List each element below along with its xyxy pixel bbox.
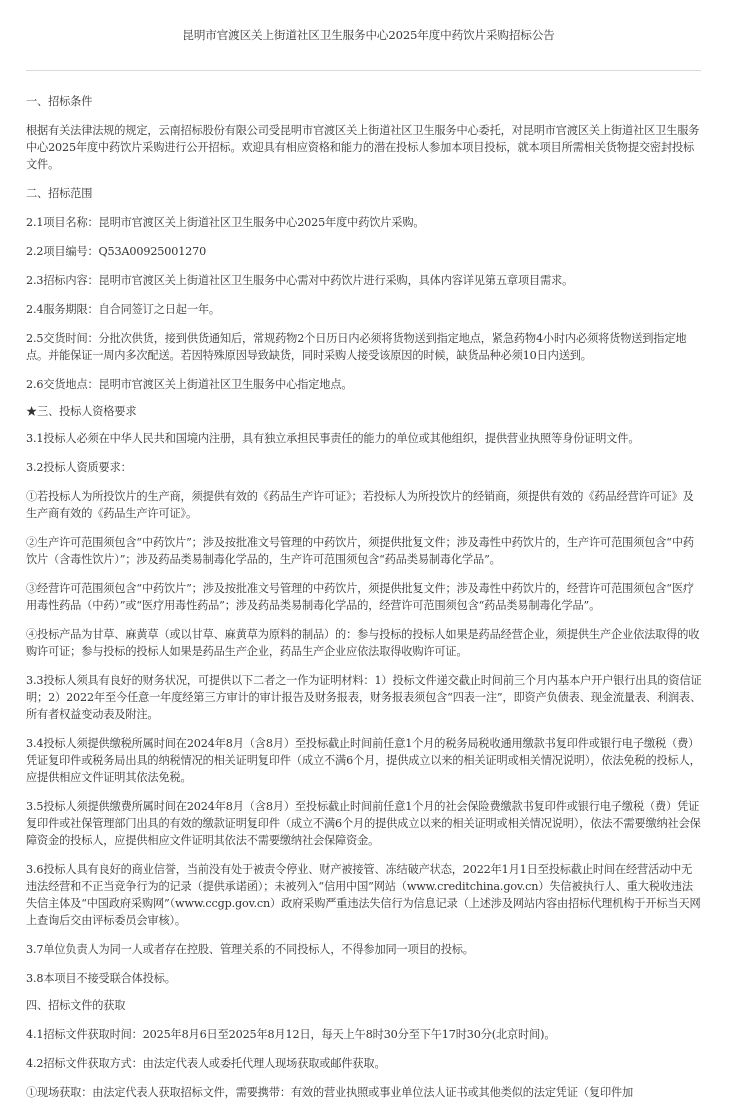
section-heading: 一、招标条件 <box>26 95 93 108</box>
title-divider <box>26 70 701 71</box>
announcement-body <box>26 93 703 1113</box>
paragraph: 3.6投标人具有良好的商业信誉，当前没有处于被责令停业、财产被接管、冻结破产状态，2022年1月1日至投标截止时间在经营活动中无违法经营和不正当竞争行为的记录（提供承诺函）；未被列入“信用中国”网站（www.creditchina.gov.cn）失信被执行人、重大税收违法失信主体及“中国政府采购网”（www.ccgp.gov.cn）政府采购严重违法失信行为信息记录（上述涉及网站内容由招标代理机构于开标当天网上查询后交由评标委员会审核）。 <box>26 863 701 927</box>
paragraph: 2.4服务期限：自合同签订之日起一年。 <box>26 303 220 316</box>
paragraph: ①若投标人为所投饮片的生产商，须提供有效的《药品生产许可证》；若投标人为所投饮片的经销商，须提供有效的《药品经营许可证》及生产商有效的《药品生产许可证》。 <box>26 490 694 520</box>
section-heading: 二、招标范围 <box>26 187 93 200</box>
paragraph: ②生产许可范围须包含“中药饮片”；涉及按批准文号管理的中药饮片，须提供批复文件；涉及毒性中药饮片的，生产许可范围须包含“中药饮片（含毒性饮片）”；涉及药品类易制毒化学品的，生产许可范围须包含“药品类易制毒化学品”。 <box>26 536 694 566</box>
paragraph: 2.5交货时间：分批次供货，接到供货通知后，常规药物2个日历日内必须将货物送到指定地点，紧急药物4小时内必须将货物送到指定地点。并能保证一周内多次配送。若因特殊原因导致缺货，同时采购人接受该原因的时候，缺货品种必须10日内送到。 <box>26 332 687 362</box>
paragraph: 根据有关法律法规的规定，云南招标股份有限公司受昆明市官渡区关上街道社区卫生服务中心委托，对昆明市官渡区关上街道社区卫生服务中心2025年度中药饮片采购进行公开招标。欢迎具有相应资格和能力的潜在投标人参加本项目投标，就本项目所需相关货物提交密封投标文件。 <box>26 124 700 171</box>
paragraph: 2.6交货地点：昆明市官渡区关上街道社区卫生服务中心指定地点。 <box>26 378 353 391</box>
paragraph: 2.3招标内容：昆明市官渡区关上街道社区卫生服务中心需对中药饮片进行采购，具体内容详见第五章项目需求。 <box>26 274 574 287</box>
paragraph: 3.3投标人须具有良好的财务状况，可提供以下二者之一作为证明材料：1）投标文件递交截止时间前三个月内基本户开户银行出具的资信证明；2）2022年至今任意一年度经第三方审计的审计报告及财务报表，财务报表须包含“四表一注”，即资产负债表、现金流量表、利润表、所有者权益变动表及附注。 <box>26 674 702 721</box>
paragraph: 3.1投标人必须在中华人民共和国境内注册，具有独立承担民事责任的能力的单位或其他组织，提供营业执照等身份证明文件。 <box>26 432 640 445</box>
paragraph: 3.2投标人资质要求： <box>26 461 132 474</box>
paragraph: 3.7单位负责人为同一人或者存在控股、管理关系的不同投标人，不得参加同一项目的投标。 <box>26 943 474 956</box>
paragraph: ③经营许可范围须包含“中药饮片”；涉及按批准文号管理的中药饮片，须提供批复文件；涉及毒性中药饮片的，经营许可范围须包含“医疗用毒性药品（中药）”或“医疗用毒性药品”；涉及药品类易制毒化学品的，经营许可范围须包含“药品类易制毒化学品”。 <box>26 582 694 612</box>
paragraph: 3.8本项目不接受联合体投标。 <box>26 972 176 985</box>
paragraph: 2.1项目名称：昆明市官渡区关上街道社区卫生服务中心2025年度中药饮片采购。 <box>26 216 425 229</box>
paragraph: ④投标产品为甘草、麻黄草（或以甘草、麻黄草为原料的制品）的：参与投标的投标人如果是药品经营企业，须提供生产企业依法取得的收购许可证；参与投标的投标人如果是药品生产企业，药品生产企业应依法取得收购许可证。 <box>26 628 700 658</box>
paragraph: 4.1招标文件获取时间：2025年8月6日至2025年8月12日，每天上午8时30分至下午17时30分(北京时间)。 <box>26 1028 556 1041</box>
paragraph: 3.5投标人须提供缴费所属时间在2024年8月（含8月）至投标截止时间前任意1个月的社会保险费缴款书复印件或银行电子缴税（费）凭证复印件或社保管理部门出具的有效的缴款证明复印件（成立不满6个月的提供成立以来的相关证明或相关情况说明），依法不需要缴纳社会保障资金的投标人，应提供相应文件证明其依法不需要缴纳社会保障资金。 <box>26 800 701 847</box>
paragraph: 3.4投标人须提供缴税所属时间在2024年8月（含8月）至投标截止时间前任意1个月的税务局税收通用缴款书复印件或银行电子缴税（费）凭证复印件或税务局出具的纳税情况的相关证明复印件（成立不满6个月，提供成立以来的相关证明或相关情况说明），依法免税的投标人，应提供相应文件证明其依法免税。 <box>26 737 701 784</box>
paragraph: 4.2招标文件获取方式：由法定代表人或委托代理人现场获取或邮件获取。 <box>26 1057 386 1070</box>
paragraph: 2.2项目编号：Q53A00925001270 <box>26 245 207 258</box>
page-title: 昆明市官渡区关上街道社区卫生服务中心2025年度中药饮片采购招标公告 <box>182 28 555 42</box>
section-heading: 四、招标文件的获取 <box>26 999 126 1012</box>
paragraph: ①现场获取：由法定代表人获取招标文件，需要携带：有效的营业执照或事业单位法人证书或其他类似的法定凭证（复印件加 <box>26 1086 634 1099</box>
section-heading: ★三、投标人资格要求 <box>26 405 137 418</box>
